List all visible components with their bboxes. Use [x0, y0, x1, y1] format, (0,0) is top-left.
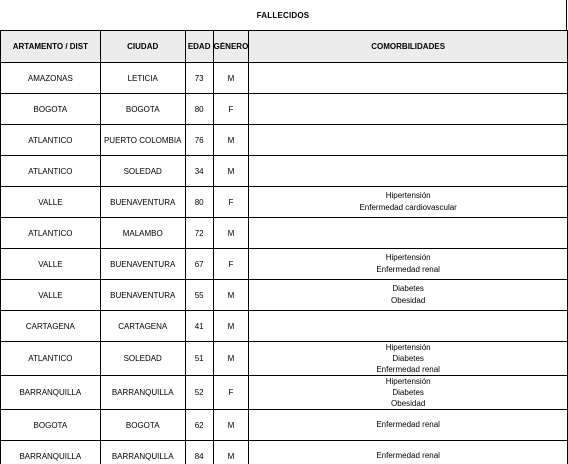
header-ciudad[interactable]: CIUDAD — [100, 31, 185, 63]
comorbilidad-item: Hipertensión — [385, 191, 431, 200]
cell-edad[interactable]: 73 — [185, 63, 213, 94]
cell-ciudad[interactable]: CARTAGENA — [100, 311, 185, 342]
cell-comorbilidades[interactable] — [249, 63, 568, 94]
cell-departamento[interactable]: VALLE — [1, 249, 101, 280]
cell-edad[interactable]: 55 — [185, 280, 213, 311]
cell-ciudad[interactable]: BOGOTA — [100, 94, 185, 125]
cell-edad[interactable]: 80 — [185, 187, 213, 218]
fallecidos-table — [0, 30, 568, 464]
cell-ciudad[interactable]: BUENAVENTURA — [100, 187, 185, 218]
table-row — [1, 249, 568, 280]
cell-genero[interactable]: M — [213, 441, 249, 464]
cell-comorbilidades[interactable] — [249, 249, 568, 280]
cell-comorbilidades[interactable] — [249, 156, 568, 187]
comorbilidad-item: Hipertensión — [385, 343, 431, 352]
comorbilidad-item: Enfermedad renal — [376, 365, 440, 374]
cell-departamento[interactable]: BOGOTA — [1, 94, 101, 125]
comorbilidad-item: Diabetes — [392, 354, 424, 363]
cell-departamento[interactable]: ATLANTICO — [1, 342, 101, 376]
cell-genero[interactable]: F — [213, 94, 249, 125]
comorbilidad-item: Enfermedad cardiovascular — [359, 203, 457, 212]
header-row — [1, 31, 568, 63]
cell-edad[interactable]: 41 — [185, 311, 213, 342]
comorbilidad-item: Obesidad — [391, 296, 426, 305]
sheet-title: FALLECIDOS — [0, 0, 567, 30]
table-row — [1, 125, 568, 156]
cell-ciudad[interactable]: BARRANQUILLA — [100, 441, 185, 464]
cell-edad[interactable]: 52 — [185, 376, 213, 410]
cell-departamento[interactable]: AMAZONAS — [1, 63, 101, 94]
cell-ciudad[interactable]: MALAMBO — [100, 218, 185, 249]
cell-comorbilidades[interactable] — [249, 125, 568, 156]
cell-comorbilidades[interactable] — [249, 311, 568, 342]
cell-ciudad[interactable]: BUENAVENTURA — [100, 280, 185, 311]
cell-ciudad[interactable]: BOGOTA — [100, 410, 185, 441]
comorbilidad-item: Enfermedad renal — [376, 265, 440, 274]
cell-genero[interactable]: M — [213, 342, 249, 376]
cell-comorbilidades[interactable] — [249, 187, 568, 218]
cell-comorbilidades[interactable] — [249, 218, 568, 249]
cell-ciudad[interactable]: LETICIA — [100, 63, 185, 94]
table-row — [1, 342, 568, 376]
cell-departamento[interactable]: ATLANTICO — [1, 218, 101, 249]
cell-comorbilidades[interactable] — [249, 441, 568, 464]
cell-comorbilidades[interactable] — [249, 410, 568, 441]
cell-genero[interactable]: M — [213, 280, 249, 311]
cell-ciudad[interactable]: PUERTO COLOMBIA — [100, 125, 185, 156]
cell-departamento[interactable]: VALLE — [1, 187, 101, 218]
cell-edad[interactable]: 62 — [185, 410, 213, 441]
table-row — [1, 218, 568, 249]
cell-genero[interactable]: M — [213, 63, 249, 94]
cell-genero[interactable]: M — [213, 125, 249, 156]
cell-genero[interactable]: M — [213, 156, 249, 187]
table-row — [1, 311, 568, 342]
table-body — [1, 63, 568, 464]
header-comorbilidades[interactable]: COMORBILIDADES — [249, 31, 568, 63]
cell-comorbilidades[interactable] — [249, 94, 568, 125]
cell-comorbilidades[interactable] — [249, 342, 568, 376]
cell-genero[interactable]: M — [213, 218, 249, 249]
header-departamento[interactable]: ARTAMENTO / DIST — [1, 31, 101, 63]
comorbilidad-item: Obesidad — [391, 399, 426, 408]
cell-ciudad[interactable]: BUENAVENTURA — [100, 249, 185, 280]
cell-departamento[interactable]: ATLANTICO — [1, 125, 101, 156]
comorbilidad-item: Hipertensión — [385, 253, 431, 262]
table-row — [1, 187, 568, 218]
table-row — [1, 376, 568, 410]
cell-edad[interactable]: 34 — [185, 156, 213, 187]
cell-edad[interactable]: 51 — [185, 342, 213, 376]
cell-comorbilidades[interactable] — [249, 280, 568, 311]
cell-departamento[interactable]: BARRANQUILLA — [1, 441, 101, 464]
cell-ciudad[interactable]: SOLEDAD — [100, 156, 185, 187]
cell-departamento[interactable]: CARTAGENA — [1, 311, 101, 342]
cell-genero[interactable]: M — [213, 311, 249, 342]
cell-edad[interactable]: 80 — [185, 94, 213, 125]
header-edad[interactable]: EDAD — [185, 31, 213, 63]
cell-genero[interactable]: F — [213, 376, 249, 410]
cell-departamento[interactable]: VALLE — [1, 280, 101, 311]
comorbilidad-item: Hipertensión — [385, 377, 431, 386]
cell-edad[interactable]: 76 — [185, 125, 213, 156]
table-row — [1, 94, 568, 125]
cell-departamento[interactable]: ATLANTICO — [1, 156, 101, 187]
cell-edad[interactable]: 72 — [185, 218, 213, 249]
cell-ciudad[interactable]: BARRANQUILLA — [100, 376, 185, 410]
table-row — [1, 441, 568, 464]
cell-departamento[interactable]: BARRANQUILLA — [1, 376, 101, 410]
comorbilidad-item: Diabetes — [392, 388, 424, 397]
cell-genero[interactable]: F — [213, 187, 249, 218]
cell-ciudad[interactable]: SOLEDAD — [100, 342, 185, 376]
cell-edad[interactable]: 84 — [185, 441, 213, 464]
comorbilidad-item: Enfermedad renal — [376, 420, 440, 429]
comorbilidad-item: Enfermedad renal — [376, 451, 440, 460]
cell-edad[interactable]: 67 — [185, 249, 213, 280]
cell-genero[interactable]: M — [213, 410, 249, 441]
comorbilidad-item: Diabetes — [392, 284, 424, 293]
table-row — [1, 280, 568, 311]
cell-comorbilidades[interactable] — [249, 376, 568, 410]
table-row — [1, 156, 568, 187]
table-row — [1, 63, 568, 94]
cell-departamento[interactable]: BOGOTA — [1, 410, 101, 441]
header-genero[interactable]: GÉNERO — [213, 31, 249, 63]
table-row — [1, 410, 568, 441]
cell-genero[interactable]: F — [213, 249, 249, 280]
